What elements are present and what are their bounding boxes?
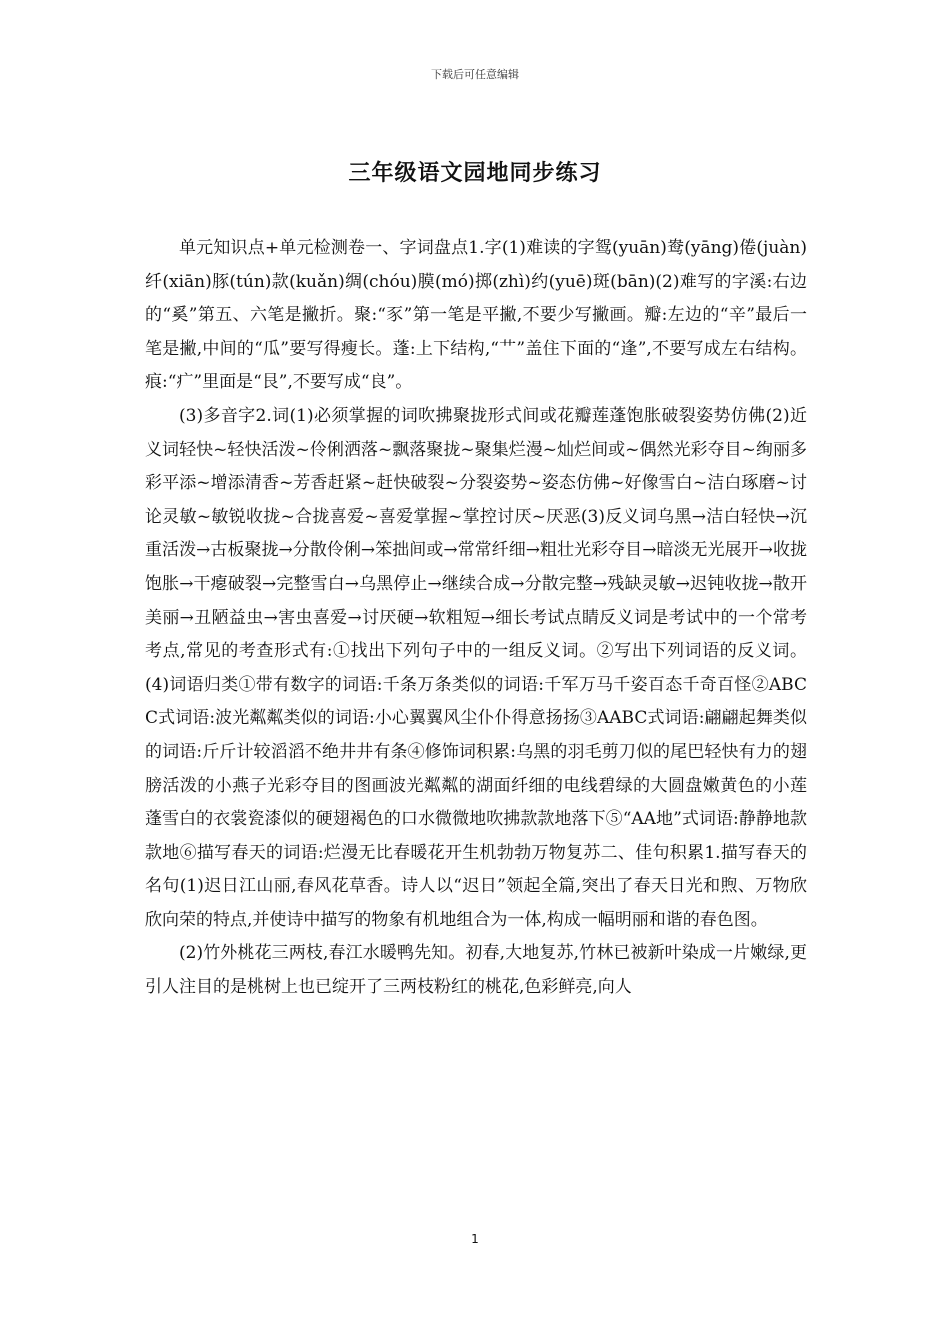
document-title: 三年级语文园地同步练习: [348, 161, 602, 186]
paragraph-1: 单元知识点+单元检测卷一、字词盘点1.字(1)难读的字鸳(yuān)鸯(yāng)倦(juàn)纤(xiān)豚(tún)款(kuǎn)绸(chóu)膜(mó)掷(zhì)约(yuē)斑(bān)(2)难写的字溪:右边的“奚”第五、六笔是撇折。聚:“豕”第一笔是平撇,不要少写撇画。瓣:左边的“辛”最后一笔是撇,中间的“瓜”要写得瘦长。蓬:上下结构,“艹”盖住下面的“逢”,不要写成左右结构。痕:“疒”里面是“艮”,不要写成“良”。: [145, 238, 807, 393]
document-body: [145, 232, 807, 1005]
paragraph-3: (2)竹外桃花三两枝,春江水暖鸭先知。初春,大地复苏,竹林已被新叶染成一片嫩绿,更引人注目的是桃树上也已绽开了三两枝粉红的桃花,色彩鲜亮,向人: [145, 943, 807, 998]
paragraph-2: (3)多音字2.词(1)必须掌握的词吹拂聚拢形式间或花瓣莲蓬饱胀破裂姿势仿佛(2)近义词轻快~轻快活泼~伶俐洒落~飘落聚拢~聚集烂漫~灿烂间或~偶然光彩夺目~绚丽多彩平添~增添清香~芳香赶紧~赶快破裂~分裂姿势~姿态仿佛~好像雪白~洁白琢磨~讨论灵敏~敏锐收拢~合拢喜爱~喜爱掌握~掌控讨厌~厌恶(3)反义词乌黑→洁白轻快→沉重活泼→古板聚拢→分散伶俐→笨拙间或→常常纤细→粗壮光彩夺目→暗淡无光展开→收拢饱胀→干瘪破裂→完整雪白→乌黑停止→继续合成→分散完整→残缺灵敏→迟钝收拢→散开美丽→丑陋益虫→害虫喜爱→讨厌硬→软粗短→细长考试点睛反义词是考试中的一个常考考点,常见的考查形式有:①找出下列句子中的一组反义词。②写出下列词语的反义词。(4)词语归类①带有数字的词语:千条万条类似的词语:千军万马千姿百态千奇百怪②ABCC式词语:波光粼粼类似的词语:小心翼翼风尘仆仆得意扬扬③AABC式词语:翩翩起舞类似的词语:斤斤计较滔滔不绝井井有条④修饰词积累:乌黑的羽毛剪刀似的尾巴轻快有力的翅膀活泼的小燕子光彩夺目的图画波光粼粼的湖面纤细的电线碧绿的大圆盘嫩黄色的小莲蓬雪白的衣裳瓷漆似的硬翅褐色的口水微微地吹拂款款地落下⑤“AA地”式词语:静静地款款地⑥描写春天的词语:烂漫无比春暖花开生机勃勃万物复苏二、佳句积累1.描写春天的名句(1)迟日江山丽,春风花草香。诗人以“迟日”领起全篇,突出了春天日光和煦、万物欣欣向荣的特点,并使诗中描写的物象有机地组合为一体,构成一幅明丽和谐的春色图。: [145, 405, 807, 930]
header-note: 下载后可任意编辑: [431, 68, 519, 81]
page-number: 1: [471, 1232, 479, 1246]
